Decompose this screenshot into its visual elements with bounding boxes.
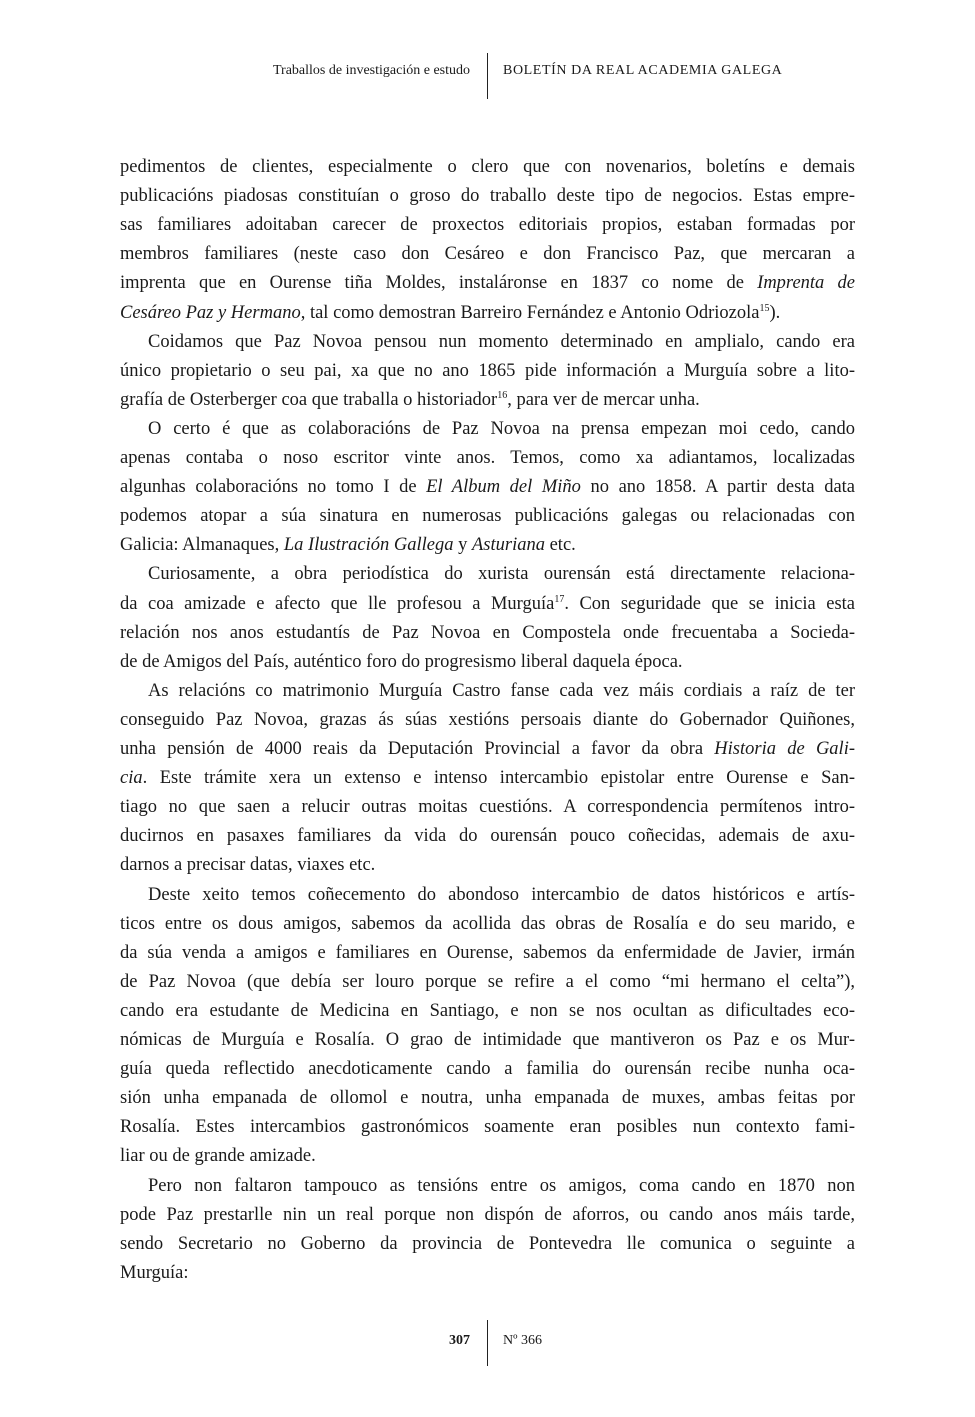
text-run: ).	[769, 302, 781, 323]
italic-title: El Album del Miño	[426, 477, 581, 498]
text-run: apenas contaba o noso escritor vinte anos. Temos, como xa adiantamos, localizadas	[120, 448, 855, 468]
text-line	[120, 590, 855, 619]
text-run: tiago no que saen a relucir outras moitas cuestións. A correspondencia permítenos intro-	[120, 797, 855, 818]
text-line	[120, 211, 855, 240]
text-run: grafía de Osterberger coa que traballa o historiador	[120, 389, 498, 410]
text-run: Coidamos que Paz Novoa pensou nun momento determinado en amplialo, cando era	[148, 331, 855, 352]
text-line	[120, 793, 855, 822]
text-run: guía queda reflectido anecdoticamente cando a familia do ourensán recibe nunha oca-	[120, 1059, 855, 1080]
text-line	[120, 299, 780, 328]
text-run: da súa venda a amigos e familiares en Ourense, sabemos da enfermidade de Javier, irmán	[120, 942, 855, 963]
text-run: Galicia: Almanaques,	[120, 535, 284, 556]
text-line	[120, 939, 855, 968]
text-run: . Este trámite xera un extenso e intenso intercambio epistolar entre Ourense e San-	[142, 768, 855, 789]
text-run: ticos entre os dous amigos, sabemos da acollida das obras de Rosalía e do seu marido, e	[120, 913, 855, 934]
text-run: Deste xeito temos coñecemento do abondoso intercambio de datos históricos e artís-	[148, 884, 855, 905]
text-line	[120, 531, 576, 560]
text-line	[120, 444, 855, 473]
italic-title: Imprenta de	[757, 273, 855, 294]
text-line	[120, 1201, 855, 1230]
text-run: etc.	[544, 535, 576, 556]
text-line	[120, 1142, 316, 1171]
text-run: ducirnos en pasaxes familiares da vida do ourensán pouco coñecidas, ademais de axu-	[120, 826, 855, 847]
header-journal-title: BOLETÍN DA REAL ACADEMIA GALEGA	[503, 63, 783, 78]
text-line	[148, 415, 855, 444]
text-line	[120, 357, 855, 386]
text-line	[120, 240, 855, 269]
text-line	[120, 1230, 855, 1259]
header-divider	[487, 53, 488, 99]
text-line	[120, 473, 855, 502]
text-line	[148, 560, 855, 589]
text-run: da coa amizade e afecto que lle profesou a Murguía	[120, 593, 555, 614]
text-line	[120, 153, 855, 182]
text-line	[120, 735, 855, 764]
text-run: pode Paz prestarlle nin un real porque non dispón de aforros, ou cando anos máis tarde,	[120, 1204, 855, 1225]
text-run: único propietario o seu pai, xa que no ano 1865 pide información a Murguía sobre a lito-	[120, 360, 855, 381]
text-line	[120, 706, 855, 735]
text-run: y	[453, 535, 472, 556]
text-line	[148, 328, 855, 357]
text-run: Curiosamente, a obra periodística do xurista ourensán está directamente relaciona-	[148, 564, 855, 585]
footnote-reference: 15	[759, 302, 770, 314]
text-line	[148, 1172, 855, 1201]
italic-title: cia	[120, 768, 143, 789]
text-line	[120, 648, 683, 677]
text-run: de de Amigos del País, auténtico foro do progresismo liberal daquela época.	[120, 651, 683, 672]
footer-divider	[487, 1320, 488, 1366]
text-run: cando era estudante de Medicina en Santiago, e non se nos ocultan as dificultades eco-	[120, 1000, 855, 1021]
text-line	[120, 182, 855, 211]
footnote-reference: 17	[554, 593, 565, 605]
text-run: Pero non faltaron tampouco as tensións entre os amigos, coma cando en 1870 non	[148, 1175, 855, 1196]
text-run: conseguido Paz Novoa, grazas ás súas xestións persoais diante do Gobernador Quiñones,	[120, 709, 855, 730]
text-run: sendo Secretario no Goberno da provincia de Pontevedra lle comunica o seguinte a	[120, 1233, 855, 1254]
text-run: imprenta que en Ourense tiña Moldes, instaláronse en 1837 co nome de	[120, 273, 758, 294]
text-run: liar ou de grande amizade.	[120, 1146, 316, 1167]
text-line	[120, 910, 855, 939]
text-line	[120, 1259, 189, 1288]
text-run: Murguía:	[120, 1262, 189, 1283]
text-run: . Con seguridade que se inicia esta	[564, 593, 855, 614]
text-run: nómicas de Murguía e Rosalía. O grao de intimidade que mantiveron os Paz e os Mur-	[120, 1030, 855, 1050]
text-run: algunhas colaboracións no tomo I de	[120, 477, 427, 498]
text-run: podemos atopar a súa sinatura en numerosas publicacións galegas ou relacionadas con	[120, 506, 855, 527]
italic-title: Cesáreo Paz y Hermano	[120, 302, 301, 323]
text-run: no ano 1858. A partir desta data	[580, 477, 856, 498]
text-line	[120, 1113, 855, 1142]
header-section-title: Traballos de investigación e estudo	[272, 63, 470, 78]
text-run: publicacións piadosas constituían o groso do traballo deste tipo de negocios. Estas empre-	[120, 186, 855, 207]
text-run: , para ver de mercar unha.	[507, 389, 700, 410]
text-line	[120, 619, 855, 648]
text-run: relación nos anos estudantís de Paz Novoa en Compostela onde frecuentaba a Socieda-	[120, 622, 855, 643]
text-line	[120, 997, 855, 1026]
text-line	[120, 502, 855, 531]
issue-number: Nº 366	[503, 1333, 542, 1348]
text-run: pedimentos de clientes, especialmente o clero que con novenarios, boletíns e demais	[120, 157, 855, 177]
text-line	[120, 1084, 855, 1113]
text-run: As relacións co matrimonio Murguía Castro fanse cada vez máis cordiais a raíz de ter	[148, 680, 855, 701]
text-line	[120, 851, 375, 880]
text-line	[120, 968, 855, 997]
italic-title: Historia de Gali-	[714, 739, 855, 759]
text-line	[120, 764, 855, 793]
text-line	[120, 822, 855, 851]
italic-title: Asturiana	[471, 535, 545, 556]
text-run: O certo é que as colaboracións de Paz Novoa na prensa empezan moi cedo, cando	[148, 418, 855, 439]
text-line	[120, 386, 700, 415]
text-line	[148, 881, 855, 910]
text-run: membros familiares (neste caso don Cesáreo e don Francisco Paz, que mercaran a	[120, 244, 855, 265]
text-line	[148, 677, 855, 706]
text-run: unha pensión de 4000 reais da Deputación Provincial a favor da obra	[120, 739, 715, 759]
text-run: sas familiares adoitaban carecer de proxectos editoriais propios, estaban formadas por	[120, 215, 855, 236]
page-number: 307	[449, 1333, 470, 1348]
text-run: Rosalía. Estes intercambios gastronómicos soamente eran posibles nun contexto fami-	[120, 1117, 855, 1138]
text-line	[120, 269, 855, 298]
text-run: de Paz Novoa (que debía ser louro porque se refire a el como “mi hermano el celta”),	[120, 971, 855, 992]
italic-title: La Ilustración Gallega	[283, 535, 454, 556]
text-line	[120, 1055, 855, 1084]
footnote-reference: 16	[497, 389, 508, 401]
text-run: darnos a precisar datas, viaxes etc.	[120, 855, 376, 876]
text-run: , tal como demostran Barreiro Fernández e Antonio Odriozola	[300, 302, 760, 323]
text-line	[120, 1026, 855, 1055]
text-run: sión unha empanada de ollomol e noutra, unha empanada de muxes, ambas feitas por	[120, 1088, 855, 1109]
